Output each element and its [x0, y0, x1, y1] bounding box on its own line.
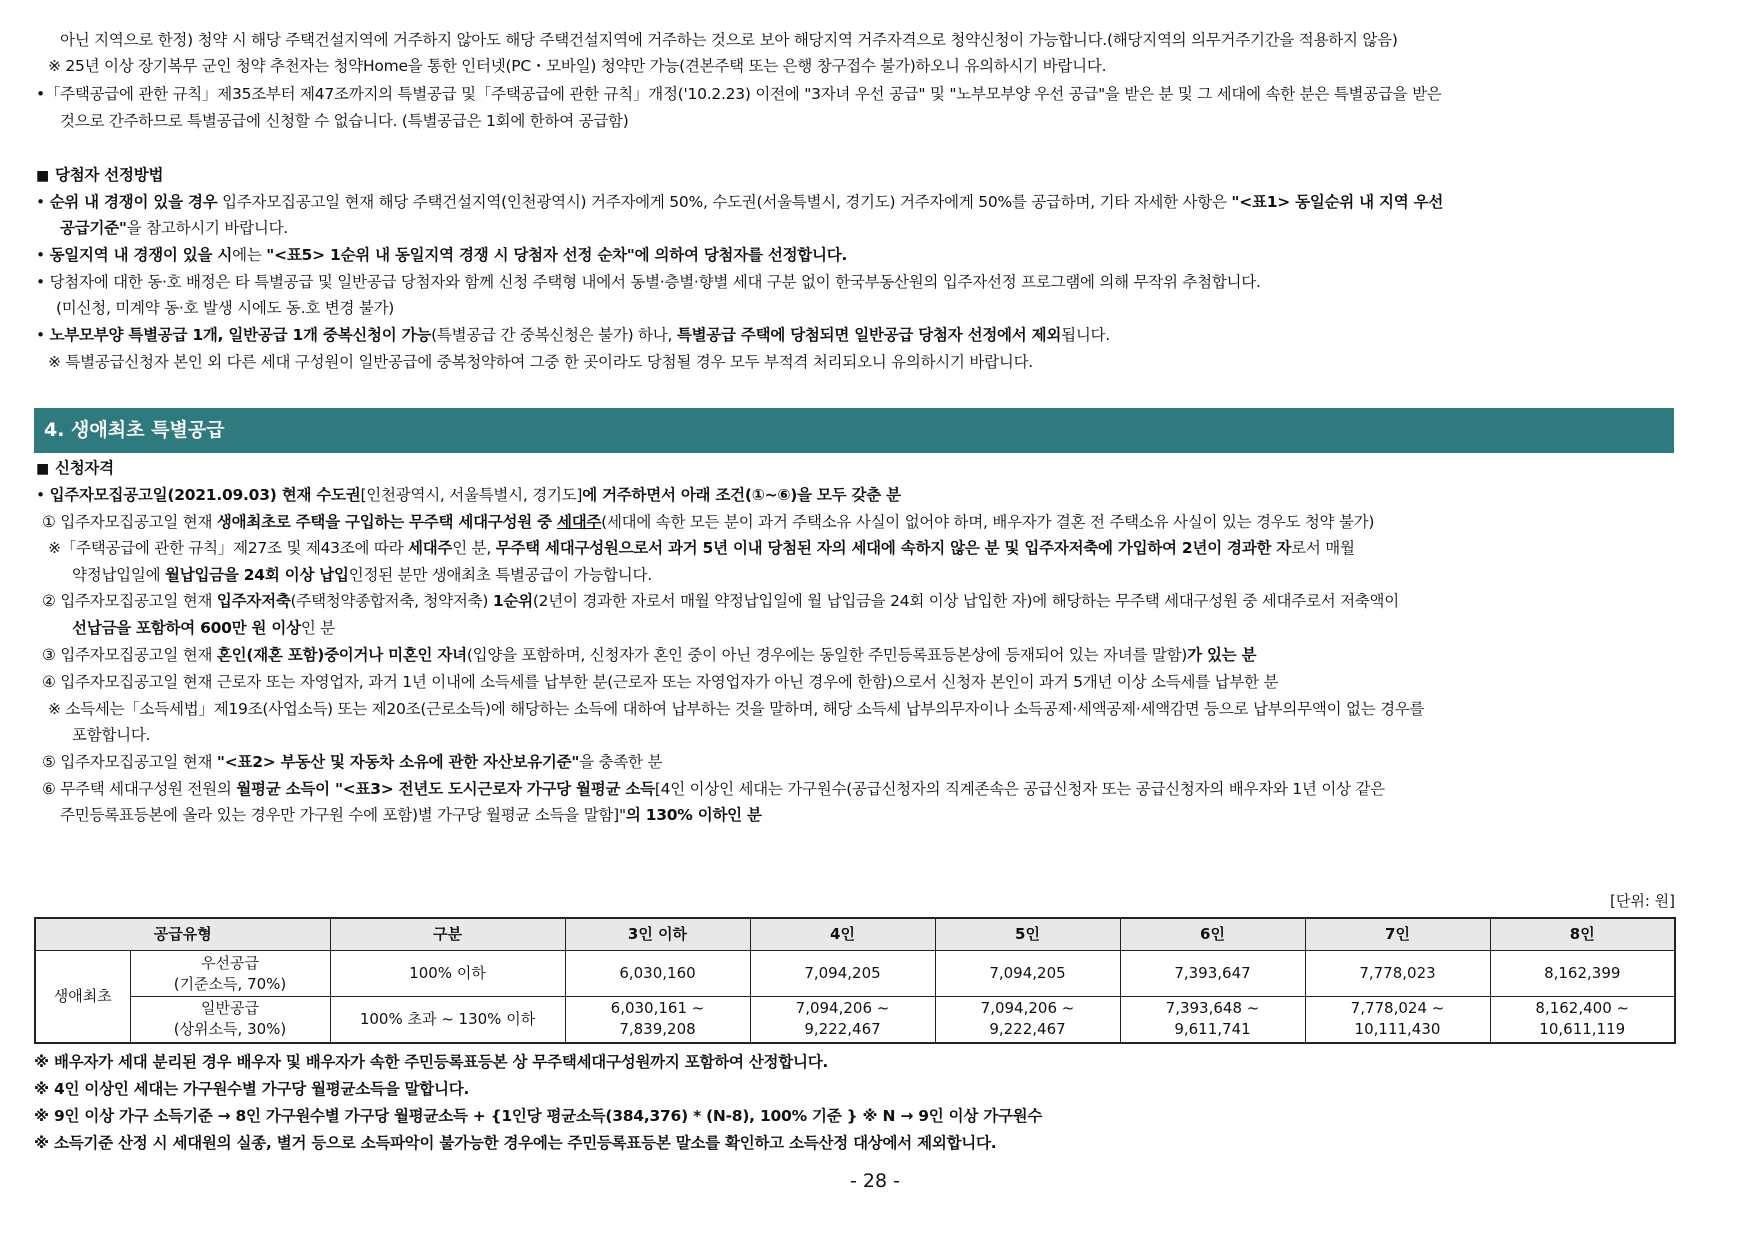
range-cell: 7,094,206 ~ 9,222,467 — [935, 997, 1120, 1043]
winner-bullet-3-cont: (미신청, 미계약 동·호 발생 시에도 동.호 변경 불가) — [56, 299, 395, 317]
eligibility-heading: ■ 신청자격 — [36, 459, 114, 477]
text-line: 것으로 간주하므로 특별공급에 신청할 수 없습니다. (특별공급은 1회에 한하여 공급함) — [60, 112, 629, 130]
winner-bullet-2: • 동일지역 내 경쟁이 있을 시에는 "<표5> 1순위 내 동일지역 경쟁 시 당첨자 선정 순차"에 의하여 당첨자를 선정합니다. — [36, 246, 848, 264]
table-header-row — [35, 918, 1675, 951]
value-cell: 6,030,160 — [565, 951, 750, 997]
value-cell: 7,393,647 — [1120, 951, 1305, 997]
unit-label: [단위: 원] — [1610, 892, 1675, 910]
range-cell: 7,393,648 ~ 9,611,741 — [1120, 997, 1305, 1043]
winner-heading: ■ 당첨자 선정방법 — [36, 166, 164, 184]
table-note: ※ 4인 이상인 세대는 가구원수별 가구당 월평균소득을 말합니다. — [34, 1080, 470, 1098]
value-cell: 7,094,205 — [750, 951, 935, 997]
income-table — [34, 917, 1676, 1044]
header-cell: 4인 — [750, 918, 935, 951]
header-cell: 7인 — [1305, 918, 1490, 951]
division-cell: 100% 초과 ~ 130% 이하 — [330, 997, 565, 1043]
table-note: ※ 배우자가 세대 분리된 경우 배우자 및 배우자가 속한 주민등록표등본 상 무주택세대구성원까지 포함하여 산정합니다. — [34, 1053, 829, 1071]
square-bullet-icon: ■ — [36, 168, 49, 184]
group-cell: 생애최초 — [35, 951, 130, 1043]
bullet-line: •「주택공급에 관한 규칙」제35조부터 제47조까지의 특별공급 및「주택공급에 관한 규칙」개정('10.2.23) 이전에 "3자녀 우선 공급" 및 "노부모부양 우선 공급"을 받은 분 및 그 세대에 속한 분은 특별공급을 받은 — [36, 85, 1442, 103]
square-bullet-icon: ■ — [36, 461, 49, 477]
winner-bullet-4: • 노부모부양 특별공급 1개, 일반공급 1개 중복신청이 가능(특별공급 간 중복신청은 불가) 하나, 특별공급 주택에 당첨되면 일반공급 당첨자 선정에서 제외됩니다. — [36, 326, 1110, 344]
condition-4-note: ※ 소득세는「소득세법」제19조(사업소득) 또는 제20조(근로소득)에 해당하는 소득에 대하여 납부하는 것을 말하며, 해당 소득세 납부의무자이나 소득공제·세액공제·세액감면 등으로 납부의무액이 없는 경우를 — [48, 700, 1425, 718]
winner-note: ※ 특별공급신청자 본인 외 다른 세대 구성원이 일반공급에 중복청약하여 그중 한 곳이라도 당첨될 경우 모두 부적격 처리되오니 유의하시기 바랍니다. — [48, 353, 1033, 371]
header-cell: 공급유형 — [35, 918, 330, 951]
text-line: 아닌 지역으로 한정) 청약 시 해당 주택건설지역에 거주하지 않아도 해당 주택건설지역에 거주하는 것으로 보아 해당지역 거주자격으로 청약신청이 가능합니다.(해당지역의 의무거주기간을 적용하지 않음) — [60, 31, 1398, 49]
condition-4: ④ 입주자모집공고일 현재 근로자 또는 자영업자, 과거 1년 이내에 소득세를 납부한 분(근로자 또는 자영업자가 아닌 경우에 한함)으로서 신청자 본인이 과거 5개년 이상 소득세를 납부한 분 — [42, 673, 1279, 691]
value-cell: 8,162,399 — [1490, 951, 1675, 997]
condition-6: ⑥ 무주택 세대구성원 전원의 월평균 소득이 "<표3> 전년도 도시근로자 가구당 월평균 소득[4인 이상인 세대는 가구원수(공급신청자의 직계존속은 공급신청자 또는 공급신청자의 배우자와 1년 이상 같은 — [42, 780, 1385, 798]
condition-2: ② 입주자모집공고일 현재 입주자저축(주택청약종합저축, 청약저축) 1순위(2년이 경과한 자로서 매월 약정납입일에 월 납입금을 24회 이상 납입한 자)에 해당하는 무주택 세대구성원 중 세대주로서 저축액이 — [42, 592, 1399, 610]
header-cell: 3인 이하 — [565, 918, 750, 951]
value-cell: 7,778,023 — [1305, 951, 1490, 997]
division-cell: 100% 이하 — [330, 951, 565, 997]
note-line: ※ 25년 이상 장기복무 군인 청약 추천자는 청약Home을 통한 인터넷(PC・모바일) 청약만 가능(견본주택 또는 은행 창구접수 불가)하오니 유의하시기 바랍니다. — [48, 57, 1107, 75]
winner-bullet-1-cont: 공급기준"을 참고하시기 바랍니다. — [60, 219, 288, 237]
table-note: ※ 소득기준 산정 시 세대원의 실종, 별거 등으로 소득파악이 불가능한 경우에는 주민등록표등본 말소를 확인하고 소득산정 대상에서 제외합니다. — [34, 1134, 997, 1152]
type-cell: 우선공급 (기준소득, 70%) — [130, 951, 330, 997]
condition-5: ⑤ 입주자모집공고일 현재 "<표2> 부동산 및 자동차 소유에 관한 자산보유기준"을 충족한 분 — [42, 753, 663, 771]
condition-2-cont: 선납금을 포함하여 600만 원 이상인 분 — [72, 619, 335, 637]
header-cell: 구분 — [330, 918, 565, 951]
type-cell: 일반공급 (상위소득, 30%) — [130, 997, 330, 1043]
value-cell: 7,094,205 — [935, 951, 1120, 997]
header-cell: 8인 — [1490, 918, 1675, 951]
table-row — [35, 951, 1675, 997]
condition-1: ① 입주자모집공고일 현재 생애최초로 주택을 구입하는 무주택 세대구성원 중 세대주(세대에 속한 모든 분이 과거 주택소유 사실이 없어야 하며, 배우자가 결혼 전 주택소유 사실이 있는 경우도 청약 불가) — [42, 513, 1375, 531]
condition-6-cont: 주민등록표등본에 올라 있는 경우만 가구원 수에 포함)별 가구당 월평균 소득을 말함]"의 130% 이하인 분 — [60, 806, 762, 824]
condition-1-note: ※「주택공급에 관한 규칙」제27조 및 제43조에 따라 세대주인 분, 무주택 세대구성원으로서 과거 5년 이내 당첨된 자의 세대에 속하지 않은 분 및 입주자저축에 가입하여 2년이 경과한 자로서 매월 — [48, 539, 1355, 557]
condition-intro: • 입주자모집공고일(2021.09.03) 현재 수도권[인천광역시, 서울특별시, 경기도]에 거주하면서 아래 조건(①~⑥)을 모두 갖춘 분 — [36, 486, 901, 504]
condition-4-note-cont: 포함합니다. — [72, 726, 151, 744]
winner-bullet-1: • 순위 내 경쟁이 있을 경우 입주자모집공고일 현재 해당 주택건설지역(인천광역시) 거주자에게 50%, 수도권(서울특별시, 경기도) 거주자에게 50%를 공급하며, 기타 자세한 사항은 "<표1> 동일순위 내 지역 우선 — [36, 193, 1444, 211]
header-cell: 6인 — [1120, 918, 1305, 951]
range-cell: 7,094,206 ~ 9,222,467 — [750, 997, 935, 1043]
range-cell: 8,162,400 ~ 10,611,119 — [1490, 997, 1675, 1043]
table-note: ※ 9인 이상 가구 소득기준 → 8인 가구원수별 가구당 월평균소득 + {1인당 평균소득(384,376) * (N-8), 100% 기준 } ※ N → 9인 이상 가구원수 — [34, 1107, 1043, 1125]
range-cell: 7,778,024 ~ 10,111,430 — [1305, 997, 1490, 1043]
section-title: 4. 생애최초 특별공급 — [34, 408, 1674, 453]
header-cell: 5인 — [935, 918, 1120, 951]
condition-1-note-cont: 약정납입일에 월납입금을 24회 이상 납입인정된 분만 생애최초 특별공급이 가능합니다. — [72, 566, 652, 584]
page-number: - 28 - — [850, 1170, 900, 1192]
table-row — [35, 997, 1675, 1043]
range-cell: 6,030,161 ~ 7,839,208 — [565, 997, 750, 1043]
winner-bullet-3: • 당첨자에 대한 동·호 배정은 타 특별공급 및 일반공급 당첨자와 함께 신청 주택형 내에서 동별·층별·향별 세대 구분 없이 한국부동산원의 입주자선정 프로그램에 의해 무작위 추첨합니다. — [36, 273, 1261, 291]
condition-3: ③ 입주자모집공고일 현재 혼인(재혼 포함)중이거나 미혼인 자녀(입양을 포함하며, 신청자가 혼인 중이 아닌 경우에는 동일한 주민등록표등본상에 등재되어 있는 자녀를 말함)가 있는 분 — [42, 646, 1257, 664]
